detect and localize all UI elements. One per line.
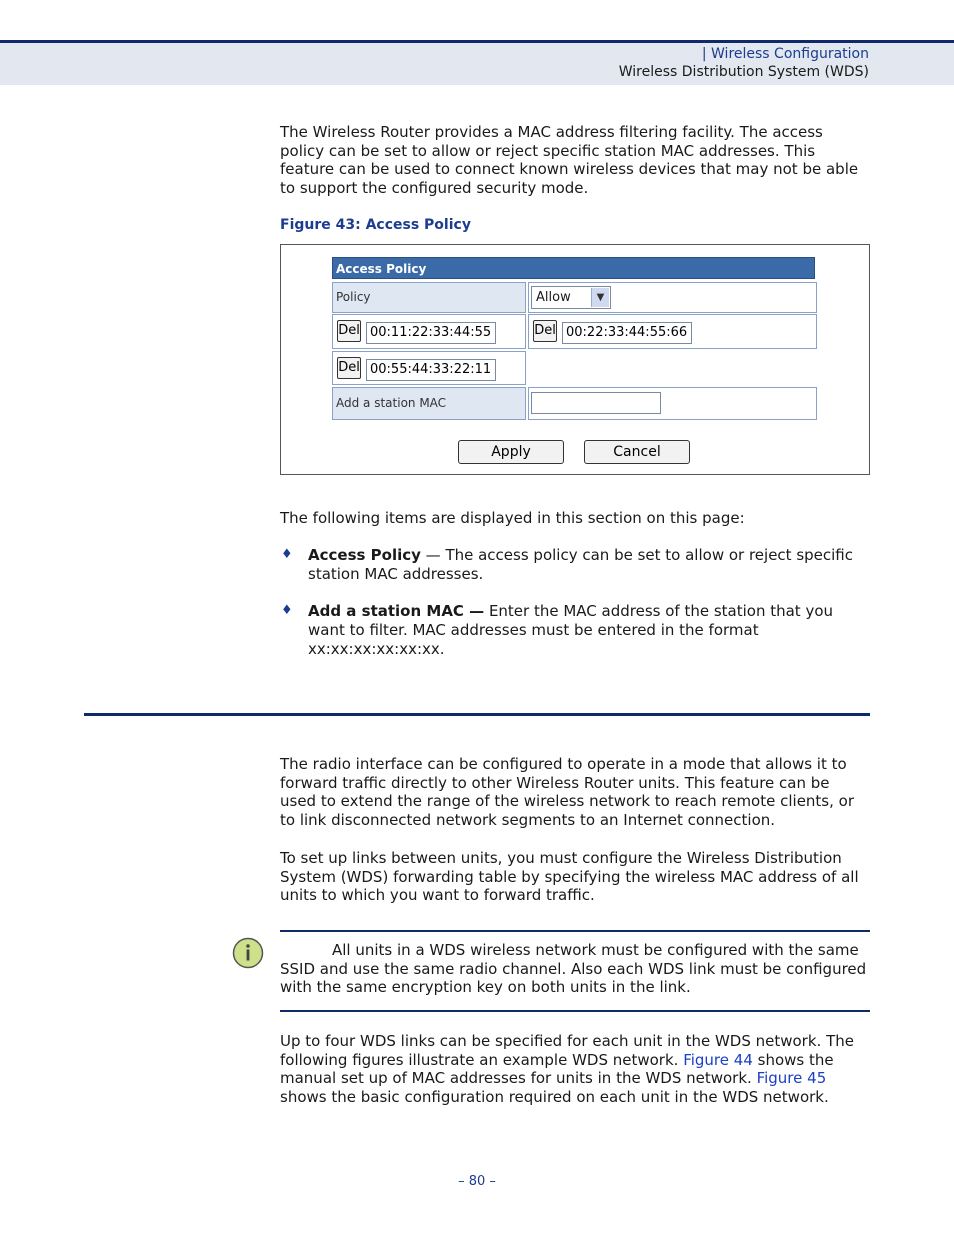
note-bottom-rule: [280, 1010, 870, 1012]
diamond-bullet-icon: ♦: [281, 603, 293, 618]
bullet-term: Add a station MAC —: [308, 602, 485, 620]
policy-cell: [528, 282, 817, 313]
wds-paragraph-1: The radio interface can be configured to operate in a mode that allows it to forward traffic directly to other Wireless Router units. This feature can be used to extend the range of the wireless network to reach remote clients, or to link disconnected network segments to an Internet connection.: [280, 755, 855, 830]
info-note-icon: [232, 937, 264, 969]
add-station-mac-input[interactable]: [531, 392, 661, 414]
note-top-rule: [280, 930, 870, 932]
bullet-term: Access Policy: [308, 546, 421, 564]
access-policy-figure: [280, 244, 870, 475]
items-intro: The following items are displayed in this section on this page:: [280, 509, 745, 527]
bullet-text: The access policy can be set to allow or reject specific station MAC addresses.: [308, 546, 853, 583]
apply-button[interactable]: Apply: [458, 440, 564, 464]
page-number: – 80 –: [458, 1174, 496, 1189]
mac-entry-cell: [332, 351, 526, 385]
policy-select-value: Allow: [536, 290, 571, 305]
mac-address-field[interactable]: 00:55:44:33:22:11: [366, 359, 496, 381]
policy-label: Policy: [332, 282, 526, 313]
cancel-button[interactable]: Cancel: [584, 440, 690, 464]
figure-caption: Figure 43: Access Policy: [280, 217, 471, 233]
access-policy-title: Access Policy: [332, 257, 815, 279]
section-rule: [84, 713, 870, 716]
header-section: | Wireless Configuration: [701, 46, 869, 62]
diamond-bullet-icon: ♦: [281, 547, 293, 562]
header-subsection: Wireless Distribution System (WDS): [618, 64, 869, 80]
chevron-down-icon[interactable]: ▼: [591, 288, 609, 307]
delete-mac-button[interactable]: Del: [337, 357, 361, 379]
policy-select[interactable]: [531, 286, 611, 309]
mac-entry-cell: [332, 314, 526, 349]
final-paragraph: Up to four WDS links can be specified for each unit in the WDS network. The following figures illustrate an example WDS network. Figure 44 shows the manual set up of MAC addresses for units in the WDS network. Figure 45 shows the basic configuration required on each unit in the WDS network.: [280, 1032, 854, 1107]
intro-paragraph: The Wireless Router provides a MAC address filtering facility. The access policy can be set to allow or reject specific station MAC addresses. This feature can be used to connect known wireless devices that may not be able to support the configured security mode.: [280, 123, 859, 198]
bullet-access-policy: Access Policy — The access policy can be set to allow or reject specific station MAC addresses.: [308, 546, 853, 583]
bullet-add-station: [308, 602, 870, 659]
add-station-cell: [528, 387, 817, 420]
add-station-label: Add a station MAC: [332, 387, 526, 420]
delete-mac-button[interactable]: Del: [533, 320, 557, 342]
mac-address-field[interactable]: 00:11:22:33:44:55: [366, 322, 496, 344]
mac-entry-cell: [528, 314, 817, 349]
note-text: All units in a WDS wireless network must be configured with the same SSID and use the same radio channel. Also each WDS link must be configured with the same encryption key on both units in the link.: [280, 941, 867, 997]
bullet-text: Enter the MAC address of the station that you want to filter. MAC addresses must be entered in the format xx:xx:xx:xx:xx:xx.: [308, 602, 834, 658]
figure-45-link[interactable]: Figure 45: [756, 1069, 827, 1088]
delete-mac-button[interactable]: Del: [337, 320, 361, 342]
figure-44-link[interactable]: Figure 44: [683, 1050, 753, 1069]
mac-address-field[interactable]: 00:22:33:44:55:66: [562, 322, 692, 344]
wds-paragraph-2: To set up links between units, you must configure the Wireless Distribution System (WDS) forwarding table by specifying the wireless MAC address of all units to which you want to forward traffic.: [280, 849, 859, 905]
